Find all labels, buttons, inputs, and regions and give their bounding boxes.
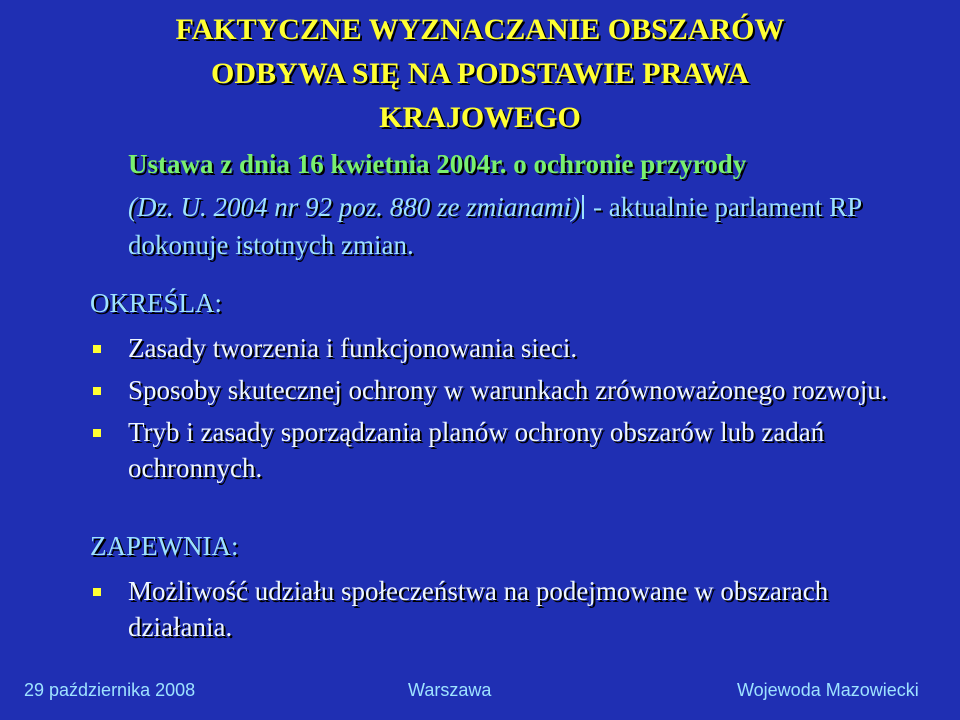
act-reference <box>128 188 888 264</box>
list-item <box>90 330 900 366</box>
list-item-text: Zasady tworzenia i funkcjonowania sieci. <box>128 333 578 363</box>
reference-citation: (Dz. U. 2004 nr 92 poz. 880 ze zmianami) <box>128 192 581 222</box>
title-line-3: KRAJOWEGO <box>379 101 581 134</box>
reference-note: - aktualnie parlament RP dokonuje istotnych zmian. <box>128 192 862 260</box>
square-bullet-icon <box>93 588 101 596</box>
section-list-okresla <box>90 330 900 486</box>
section-heading-okresla: OKREŚLA: <box>90 288 223 318</box>
square-bullet-icon <box>93 387 101 395</box>
list-item <box>90 573 900 645</box>
title-line-2: ODBYWA SIĘ NA PODSTAWIE PRAWA <box>211 57 749 90</box>
text-cursor <box>582 195 584 219</box>
footer-author: Wojewoda Mazowiecki <box>737 680 919 700</box>
square-bullet-icon <box>93 345 101 353</box>
list-item-text: Możliwość udziału społeczeństwa na podejmowane w obszarach działania. <box>128 576 829 642</box>
list-item <box>90 414 900 486</box>
slide-title <box>60 8 900 140</box>
square-bullet-icon <box>93 429 101 437</box>
footer-place: Warszawa <box>408 680 492 700</box>
list-item-text: Sposoby skutecznej ochrony w warunkach zrównoważonego rozwoju. <box>128 375 888 405</box>
section-heading-zapewnia: ZAPEWNIA: <box>90 531 239 561</box>
list-item <box>90 372 900 408</box>
title-line-1: FAKTYCZNE WYZNACZANIE OBSZARÓW <box>175 13 785 46</box>
act-title: Ustawa z dnia 16 kwietnia 2004r. o ochronie przyrody <box>128 149 747 179</box>
section-list-zapewnia <box>90 573 900 645</box>
list-item-text: Tryb i zasady sporządzania planów ochrony obszarów lub zadań ochronnych. <box>128 417 825 483</box>
footer-date: 29 października 2008 <box>24 680 196 700</box>
